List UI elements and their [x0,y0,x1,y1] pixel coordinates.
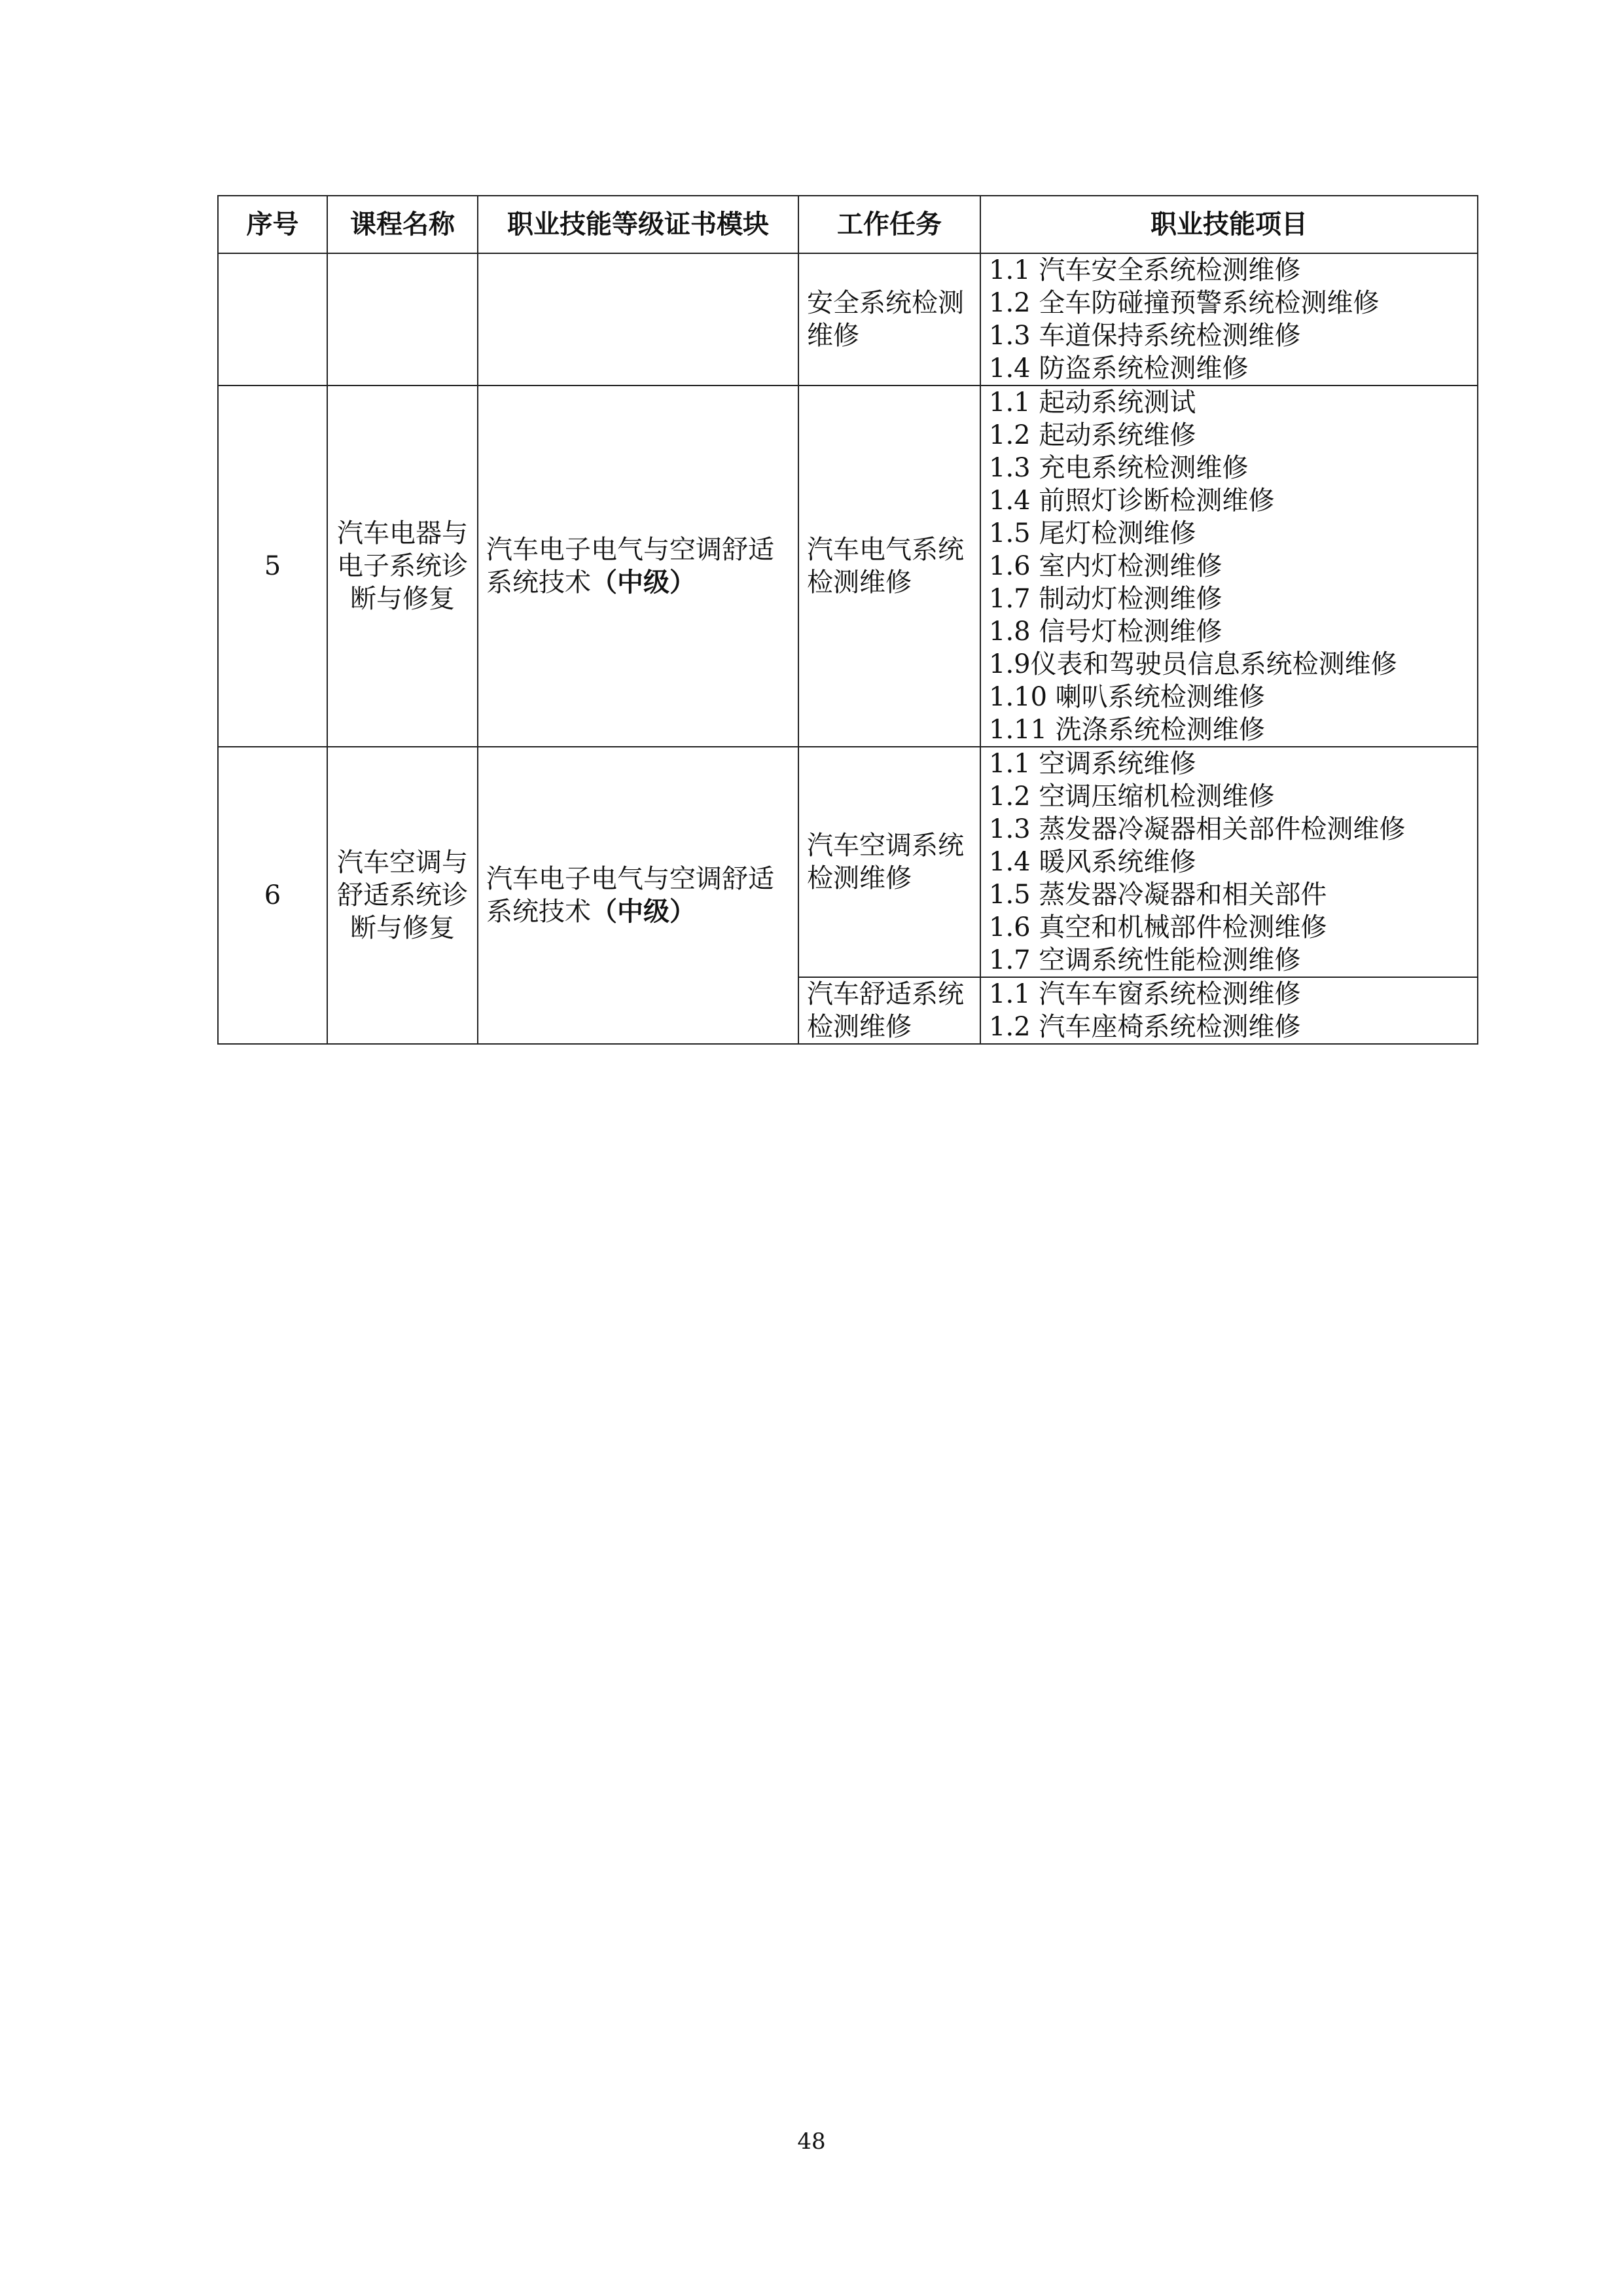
skill-item: 1.5 蒸发器冷凝器和相关部件 [989,880,1327,910]
cert-module-level: （中级） [591,567,696,598]
row-num [218,253,327,386]
skill-item: 1.10 喇叭系统检测维修 [989,682,1265,712]
skill-item: 1.1 起动系统测试 [989,387,1196,418]
skill-item: 1.9仪表和驾驶员信息系统检测维修 [989,649,1397,679]
skill-item: 1.7 制动灯检测维修 [989,584,1222,614]
skill-item: 1.11 洗涤系统检测维修 [989,715,1265,745]
row-num: 6 [218,747,327,1044]
table-row [218,386,1478,747]
skill-item: 1.7 空调系统性能检测维修 [989,945,1301,975]
work-task: 汽车舒适系统检测维修 [798,977,980,1044]
skill-item: 1.2 起动系统维修 [989,420,1196,450]
cert-module [478,386,798,747]
skill-item: 1.2 全车防碰撞预警系统检测维修 [989,288,1380,318]
table-row [218,747,1478,977]
skill-item: 1.3 车道保持系统检测维修 [989,321,1301,351]
row-num: 5 [218,386,327,747]
header-module: 职业技能等级证书模块 [478,196,798,253]
course-name: 汽车空调与舒适系统诊断与修复 [327,747,478,1044]
curriculum-table [217,195,1478,1045]
header-num: 序号 [218,196,327,253]
skill-item: 1.6 室内灯检测维修 [989,551,1222,581]
header-course: 课程名称 [327,196,478,253]
skill-item: 1.6 真空和机械部件检测维修 [989,912,1327,942]
skill-item: 1.1 空调系统维修 [989,749,1196,779]
work-task: 安全系统检测维修 [798,253,980,386]
cert-module [478,253,798,386]
work-task: 汽车电气系统检测维修 [798,386,980,747]
skill-item: 1.4 暖风系统维修 [989,847,1196,877]
table-header-row [218,196,1478,253]
cert-module [478,747,798,1044]
skill-item: 1.3 充电系统检测维修 [989,453,1249,483]
skill-item: 1.4 防盗系统检测维修 [989,353,1249,384]
skill-item: 1.1 汽车安全系统检测维修 [989,255,1301,285]
skill-item: 1.3 蒸发器冷凝器相关部件检测维修 [989,814,1406,844]
skill-list [980,977,1478,1044]
skill-list [980,747,1478,977]
skill-item: 1.2 汽车座椅系统检测维修 [989,1012,1301,1042]
skill-item: 1.4 前照灯诊断检测维修 [989,486,1275,516]
course-name: 汽车电器与电子系统诊断与修复 [327,386,478,747]
header-task: 工作任务 [798,196,980,253]
cert-module-name: 汽车电子电气与空调舒适系统技术 [486,535,774,598]
cert-module-level: （中级） [591,897,696,927]
skill-item: 1.8 信号灯检测维修 [989,617,1222,647]
work-task: 汽车空调系统检测维修 [798,747,980,977]
course-name [327,253,478,386]
skill-list [980,386,1478,747]
page-number: 48 [797,2128,826,2155]
header-skills: 职业技能项目 [980,196,1478,253]
cert-module-name: 汽车电子电气与空调舒适系统技术 [486,864,774,927]
skill-item: 1.5 尾灯检测维修 [989,518,1196,548]
skill-list [980,253,1478,386]
table-row [218,253,1478,386]
skill-item: 1.2 空调压缩机检测维修 [989,781,1275,812]
skill-item: 1.1 汽车车窗系统检测维修 [989,979,1301,1009]
